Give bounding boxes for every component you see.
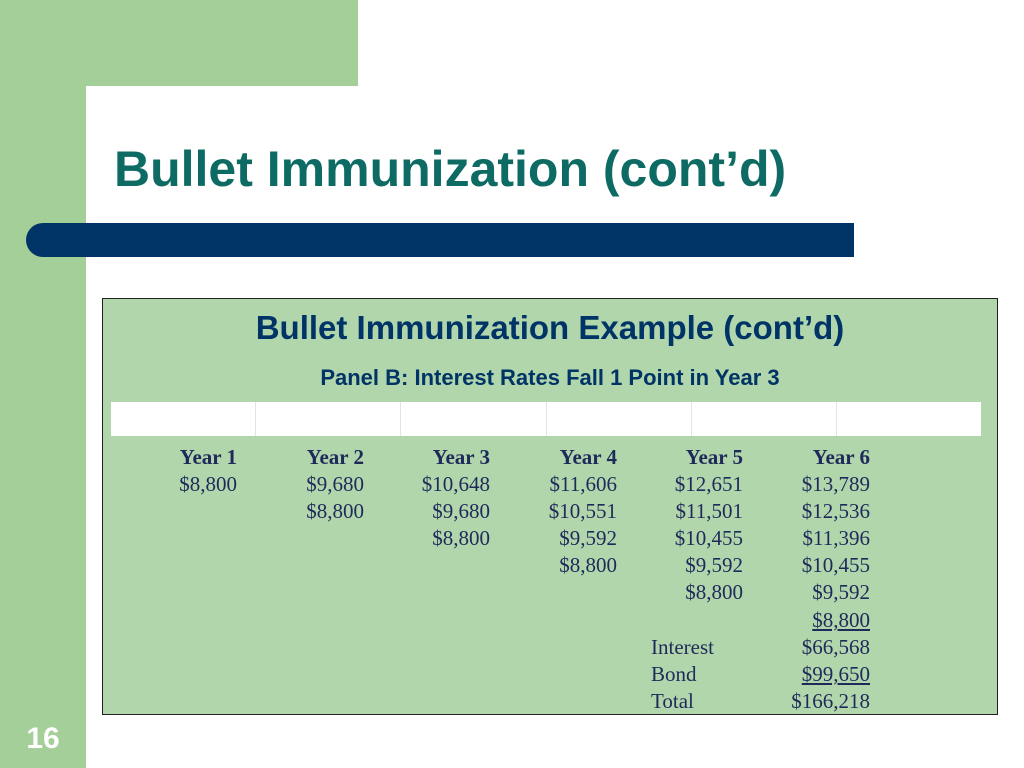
- band-cell: [111, 402, 256, 436]
- table-cell: $9,592: [685, 553, 743, 577]
- example-panel: [102, 298, 998, 715]
- column-header-year-3: Year 3: [432, 445, 490, 469]
- column-header-year-2: Year 2: [306, 445, 364, 469]
- total-value: $166,218: [791, 689, 870, 713]
- table-cell: $8,800: [432, 526, 490, 550]
- table-cell: $11,501: [675, 499, 743, 523]
- table-cell: $9,592: [812, 580, 870, 604]
- bond-label: Bond: [651, 662, 697, 686]
- table-cell: $9,680: [432, 499, 490, 523]
- table-cell: $10,551: [548, 499, 617, 523]
- band-cell: [547, 402, 692, 436]
- table-cell: $8,800: [685, 580, 743, 604]
- interest-label: Interest: [651, 635, 714, 659]
- slide-title: Bullet Immunization (cont’d): [114, 141, 787, 197]
- left-green-stripe: [0, 0, 86, 768]
- table-cell: $9,680: [306, 472, 364, 496]
- top-green-block: [0, 0, 358, 86]
- column-header-year-1: Year 1: [179, 445, 237, 469]
- title-underline-bar: [26, 223, 854, 257]
- band-cell: [692, 402, 837, 436]
- table-cell: $10,455: [801, 553, 870, 577]
- column-header-year-5: Year 5: [685, 445, 743, 469]
- table-cell: $8,800: [306, 499, 364, 523]
- interest-value: $66,568: [801, 635, 870, 659]
- table-cell: $9,592: [559, 526, 617, 550]
- table-cell: $11,606: [549, 472, 617, 496]
- band-cell: [837, 402, 981, 436]
- column-header-year-4: Year 4: [559, 445, 617, 469]
- table-cell: $12,651: [674, 472, 743, 496]
- example-title: Bullet Immunization Example (cont’d): [255, 309, 845, 346]
- example-subtitle: Panel B: Interest Rates Fall 1 Point in Year 3: [320, 365, 780, 390]
- bond-value: $99,650: [801, 662, 870, 686]
- band-cell: [401, 402, 546, 436]
- table-cell: $8,800: [559, 553, 617, 577]
- table-cell: $8,800: [179, 472, 237, 496]
- column-header-year-6: Year 6: [812, 445, 870, 469]
- table-cell: $10,648: [421, 472, 490, 496]
- slide-number: 16: [26, 722, 60, 755]
- total-label: Total: [651, 689, 694, 713]
- table-cell: $11,396: [802, 526, 870, 550]
- table-header-band: [111, 402, 981, 436]
- table-cell: $10,455: [674, 526, 743, 550]
- table-cell: $8,800: [812, 608, 870, 632]
- table-cell: $12,536: [801, 499, 870, 523]
- band-cell: [256, 402, 401, 436]
- table-cell: $13,789: [801, 472, 870, 496]
